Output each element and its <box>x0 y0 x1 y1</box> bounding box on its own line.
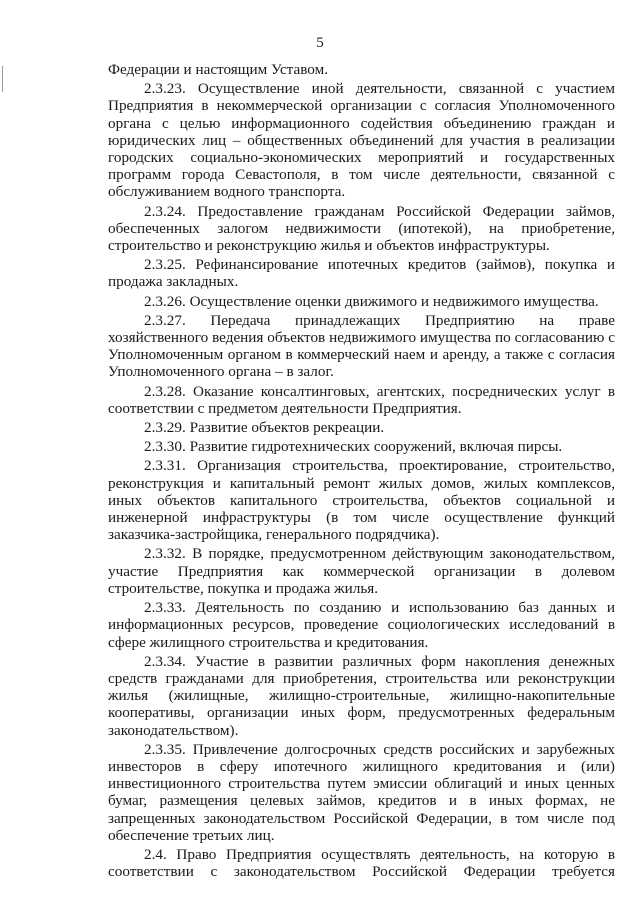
paragraph-2-4: 2.4. Право Предприятия осуществлять деятельность, на которую в соответствии с законодательством Российской Федерации требуется <box>108 845 615 881</box>
paragraph-2-3-27: 2.3.27. Передача принадлежащих Предприятию на праве хозяйственного ведения объектов недвижимого имущества по согласованию с Уполномоченным органом в коммерческий наем и аренду, а также с согласия Уполномоченного органа – в залог. <box>108 311 615 381</box>
paragraph-2-3-31: 2.3.31. Организация строительства, проектирование, строительство, реконструкция и капитальный ремонт жилых домов, жилых комплексов, иных объектов капитального строительства, объектов социальной и инженерной инфраструктуры (в том числе осуществление функций заказчика-застройщика, генерального подрядчика). <box>108 457 615 544</box>
paragraph-2-3-23: 2.3.23. Осуществление иной деятельности, связанной с участием Предприятия в некоммерческой организации с согласия Уполномоченного органа с целью информационного содействия объединению граждан и юридических лиц – общественных объединений для участия в реализации городских социально-экономических мероприятий и государственных программ города Севастополя, в том числе деятельности, связанной с обслуживанием водного транспорта. <box>108 80 615 201</box>
margin-mark <box>2 66 3 92</box>
paragraph-2-3-25: 2.3.25. Рефинансирование ипотечных кредитов (займов), покупка и продажа закладных. <box>108 256 615 291</box>
paragraph-2-3-33: 2.3.33. Деятельность по созданию и использованию баз данных и информационных ресурсов, проведение социологических исследований в сфере жилищного строительства и кредитования. <box>108 599 615 651</box>
paragraph-2-3-34: 2.3.34. Участие в развитии различных форм накопления денежных средств гражданами для приобретения, строительства или реконструкции жилья (жилищные, жилищно-строительные, жилищно-накопительные кооперативы, организации иных форм, предусмотренных федеральным законодательством). <box>108 652 615 739</box>
paragraph-2-3-32: 2.3.32. В порядке, предусмотренном действующим законодательством, участие Предприятия как коммерческой организации в долевом строительстве, покупка и продажа жилья. <box>108 545 615 597</box>
page-number: 5 <box>316 35 324 51</box>
paragraph-2-3-28: 2.3.28. Оказание консалтинговых, агентских, посреднических услуг в соответствии с предметом деятельности Предприятия. <box>108 382 615 417</box>
paragraph-2-3-30: 2.3.30. Развитие гидротехнических сооружений, включая пирсы. <box>144 438 563 456</box>
paragraph-2-3-24: 2.3.24. Предоставление гражданам Российской Федерации займов, обеспеченных залогом недвижимости (ипотекой), на приобретение, строительство и реконструкцию жилья и объектов инфраструктуры. <box>108 202 615 255</box>
paragraph-continuation: Федерации и настоящим Уставом. <box>108 61 329 78</box>
document-body <box>108 61 615 880</box>
paragraph-2-3-35: 2.3.35. Привлечение долгосрочных средств российских и зарубежных инвесторов в сферу ипотечного жилищного кредитования и (или) инвестиционного строительства путем эмиссии облигаций и иных ценных бумаг, размещения целевых займов, кредитов и в иных формах, не запрещенных законодательством Российской Федерации, в том числе под обеспечение третьих лиц. <box>108 740 615 844</box>
paragraph-2-3-29: 2.3.29. Развитие объектов рекреации. <box>144 419 385 437</box>
paragraph-2-3-26: 2.3.26. Осуществление оценки движимого и недвижимого имущества. <box>144 292 599 310</box>
